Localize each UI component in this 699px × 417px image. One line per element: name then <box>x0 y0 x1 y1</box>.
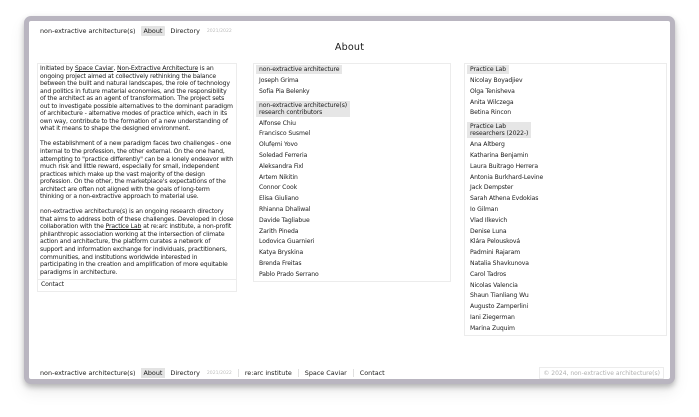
person-name: Padmini Rajaram <box>470 249 521 257</box>
person-name: Katya Bryskina <box>259 249 304 257</box>
person-name: Elisa Giuliano <box>259 195 299 203</box>
non-extractive-architecture-link[interactable]: Non-Extractive Architecture <box>117 65 199 72</box>
p1-text-a: Initiated by <box>40 65 75 72</box>
contact-link[interactable]: Contact <box>37 280 237 292</box>
footer-directory[interactable]: Directory <box>170 369 200 377</box>
divider <box>238 369 239 377</box>
group-heading <box>256 101 350 117</box>
person-name: Ana Altberg <box>470 141 505 149</box>
person-name: Marina Zuquim <box>470 324 515 332</box>
person-name: Rhianna Dhaliwal <box>259 205 311 213</box>
footer-space-caviar-link[interactable]: Space Caviar <box>304 369 347 377</box>
practice-lab-column <box>464 63 667 336</box>
person-name: Anita Wilczega <box>470 98 514 106</box>
practice-lab-list <box>464 63 667 336</box>
site-name-link[interactable]: non-extractive architecture(s) <box>40 27 136 35</box>
browser-window <box>24 16 675 384</box>
person-name: Nicolas Valencia <box>470 281 518 289</box>
person-name: Olga Tenisheva <box>470 87 515 95</box>
group-list <box>467 140 664 334</box>
heading-line: non-extractive architecture(s) <box>259 101 348 109</box>
p3-text-b: at re:arc institute, a non-profit philanthropic association working at the intersection of climate action and architecture, the platform curates a network of support and information exchange for individuals, practitioners, communities, and institutions worldwide interested in participating in the creation and amplification of more equitable paradigms in architecture. <box>40 223 232 276</box>
about-paragraph-3 <box>40 208 234 276</box>
heading-line: researchers (2022-) <box>470 130 529 138</box>
p3-text-a: non-extractive architecture(s) is an ongoing research directory that aims to address both of these challenges. Developed in close collaboration with the <box>40 208 234 231</box>
person-name: Vlad Ilkevich <box>470 216 508 224</box>
person-name: Soledad Ferreria <box>259 151 308 159</box>
directory-years: 2021/2022 <box>206 28 232 34</box>
group-list <box>256 76 448 98</box>
p1-text-c: is an ongoing project aimed at collectively rethinking the balance between the built and natural landscapes, the role of technology and politics in future material economies, and the responsibility of the architect as an agent of transformation. The project sets out to investigate possible alternatives to the dominant paradigm of architecture - alternative modes of practice which, each in its own way, contribute to the formation of a new understanding of what it means to shape the designed environment. <box>40 65 233 133</box>
person-name: Aleksandra Fixl <box>259 162 304 170</box>
about-text-column <box>37 63 237 292</box>
about-paragraph-2: The establishment of a new paradigm faces two challenges - one internal to the profession, the other external. On the one hand, attempting to "practice differently" can be a lonely endeavor with much risk and little reward, especially for small, independent practices which make up the vast majority of the design profession. On the other, the marketplace's expectations of the architect are often not aligned with the goals of long-term thinking or a non-extractive approach to material use. <box>40 140 233 201</box>
nav-directory[interactable]: Directory <box>170 27 200 35</box>
footer-site-link[interactable]: non-extractive architecture(s) <box>40 369 136 377</box>
person-name: Jack Dempster <box>470 184 514 192</box>
person-name: Carol Tadros <box>470 270 507 278</box>
footer-contact-link[interactable]: Contact <box>359 369 385 377</box>
top-nav <box>37 25 235 37</box>
person-name: Klára Pelousková <box>470 238 521 246</box>
contributors-list <box>253 63 451 282</box>
person-name: Connor Cook <box>259 184 298 192</box>
person-name: Io Gilman <box>470 205 499 213</box>
person-name: Natalia Shavkunova <box>470 259 529 267</box>
group-heading: non-extractive architecture <box>256 65 342 74</box>
page-title: About <box>334 42 365 53</box>
contributors-column <box>253 63 451 282</box>
p1-text-b: , <box>113 65 118 72</box>
divider <box>298 369 299 377</box>
bottom-nav <box>37 367 388 379</box>
person-name: Brenda Freitas <box>259 259 302 267</box>
person-name: Augusto Zamperlini <box>470 303 529 311</box>
person-name: Francisco Susmel <box>259 130 311 138</box>
group-list <box>467 76 664 119</box>
footer-about[interactable]: About <box>141 368 166 378</box>
about-paragraph-1 <box>40 65 234 133</box>
divider <box>353 369 354 377</box>
about-text-box <box>37 63 237 280</box>
person-name: Denise Luna <box>470 227 507 235</box>
person-name: Laura Buitrago Herrera <box>470 162 538 170</box>
footer-directory-years: 2021/2022 <box>206 370 232 376</box>
group-heading <box>467 122 531 138</box>
person-name: Shaun Tianliang Wu <box>470 292 529 300</box>
person-name: Pablo Prado Serrano <box>259 270 319 278</box>
person-name: Davide Tagliabue <box>259 216 310 224</box>
person-name: Joseph Grima <box>259 77 299 84</box>
nav-about[interactable]: About <box>141 26 166 36</box>
person-name: Sofia Pia Belenky <box>259 87 310 95</box>
person-name: Sarah Athena Evdokias <box>470 195 539 203</box>
space-caviar-link[interactable]: Space Caviar <box>74 65 114 72</box>
group-list <box>256 119 448 281</box>
person-name: Zarith Pineda <box>259 227 299 235</box>
footer-rearc-link[interactable]: re:arc institute <box>244 369 292 377</box>
person-name: Nicolay Boyadjiev <box>470 77 523 84</box>
person-name: Betina Rincon <box>470 109 511 117</box>
heading-line: research contributors <box>259 108 323 116</box>
person-name: Katharina Benjamin <box>470 151 529 159</box>
heading-line: Practice Lab <box>470 123 507 131</box>
person-name: Antonia Burkhard-Levine <box>470 173 544 181</box>
group-heading: Practice Lab <box>467 65 509 74</box>
person-name: Alfonse Chiu <box>259 119 296 127</box>
person-name: Iani Ziegerman <box>470 313 515 321</box>
practice-lab-link[interactable]: Practice Lab <box>105 223 142 231</box>
person-name: Olufẹmi Yovo <box>259 141 298 149</box>
person-name: Lodovica Guarnieri <box>259 238 315 246</box>
copyright: © 2024, non-extractive architecture(s) <box>539 367 664 379</box>
person-name: Artem Nikitin <box>259 173 298 181</box>
